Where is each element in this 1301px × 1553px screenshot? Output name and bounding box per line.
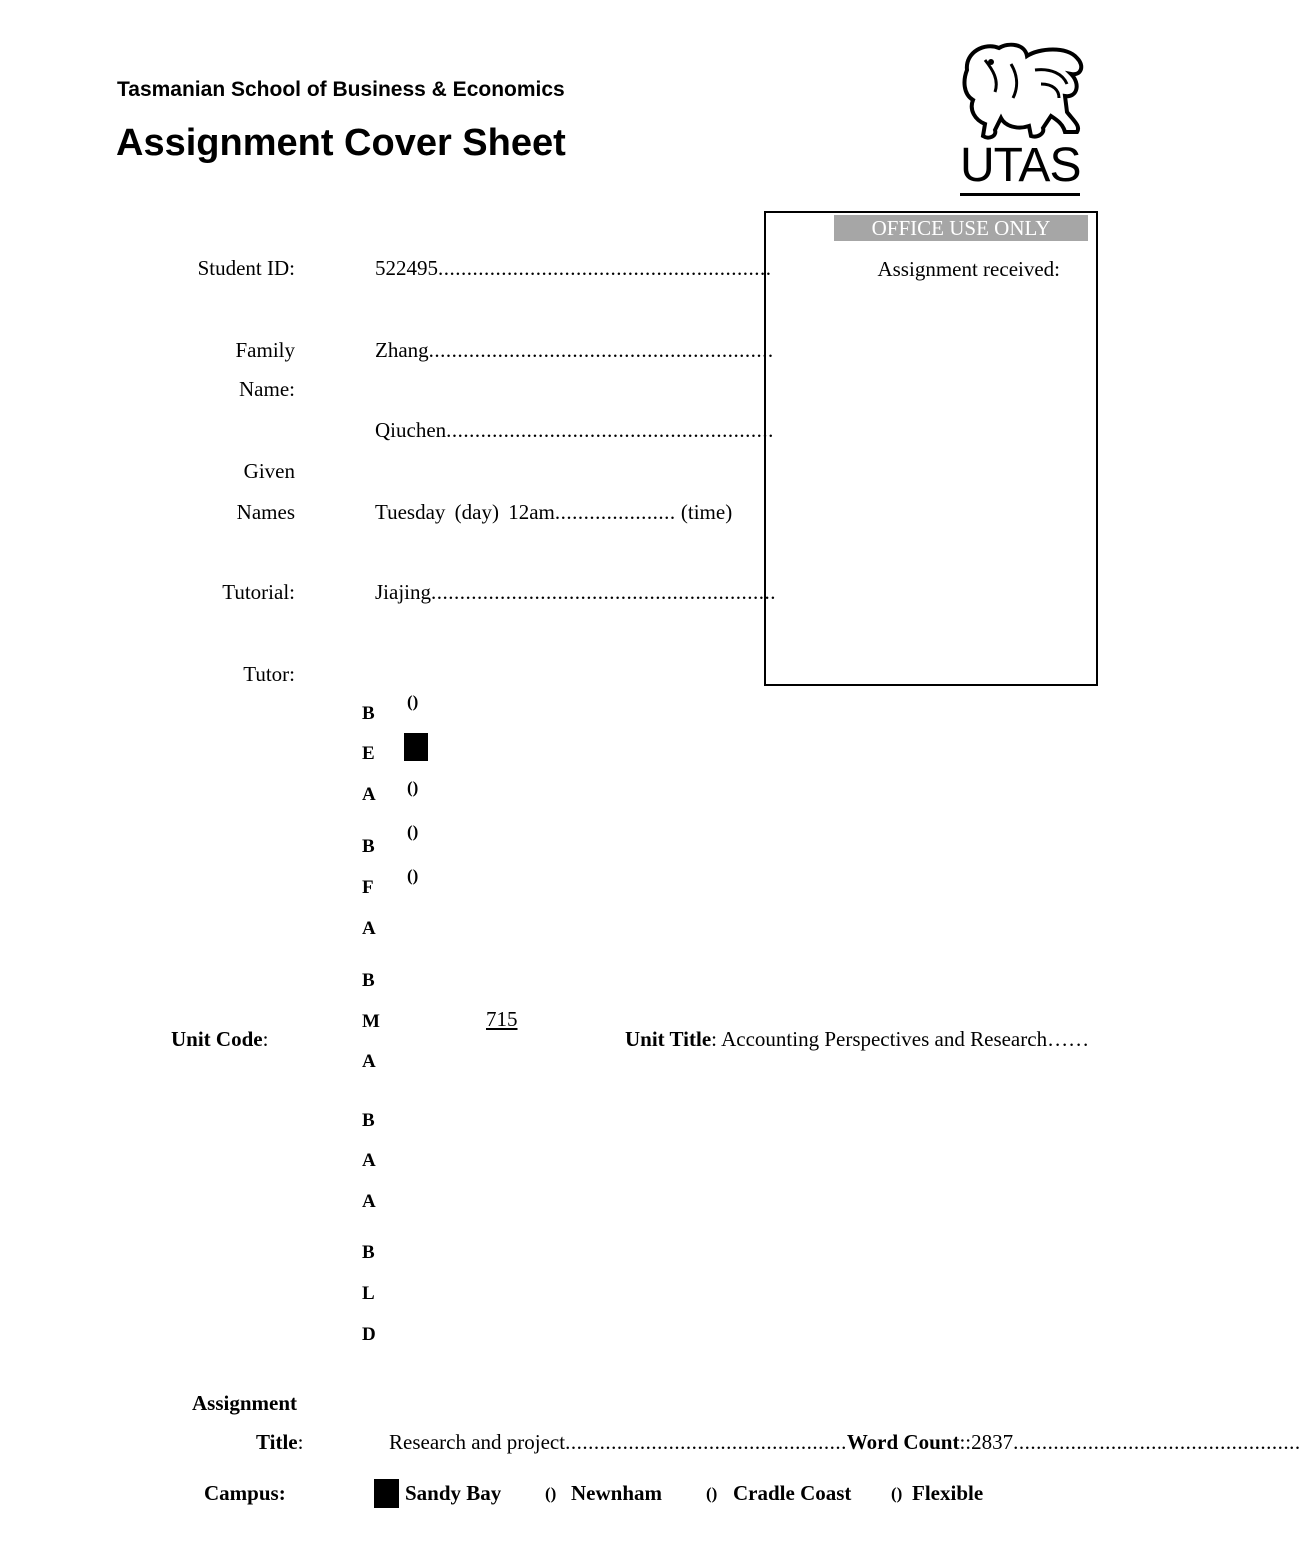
programme-radio-4[interactable]: () [407, 822, 419, 841]
unit-title-colon: : [711, 1027, 717, 1051]
programme-letter: B [362, 970, 375, 991]
programme-radio-5[interactable]: () [407, 866, 419, 885]
programme-letter: A [362, 1191, 376, 1212]
campus-option-cradle-coast[interactable]: Cradle Coast [733, 1481, 852, 1505]
programme-letter: L [362, 1283, 375, 1304]
family-name-field[interactable]: Zhang............................................................ [375, 338, 774, 362]
unit-code-colon: : [262, 1027, 269, 1051]
campus-option-newnham[interactable]: Newnham [571, 1481, 663, 1505]
office-use-heading: OFFICE USE ONLY [834, 215, 1088, 241]
programme-checkbox-selected[interactable] [404, 733, 428, 761]
word-count-label: Word Count [846, 1430, 960, 1454]
given-names-field[interactable]: Qiuchen......................................................... [375, 418, 774, 442]
campus-option-flexible[interactable]: Flexible [912, 1481, 984, 1505]
family-name-label-1: Family [235, 338, 295, 362]
office-use-box [764, 211, 1098, 686]
campus-radio-cradle-coast[interactable]: () [706, 1484, 718, 1503]
unit-code-label-text: Unit Code [171, 1027, 263, 1051]
programme-letter: B [362, 1110, 375, 1131]
campus-radio-newnham[interactable]: () [545, 1484, 557, 1503]
utas-wordmark: UTAS [960, 140, 1080, 196]
tutorial-time-suffix: (time) [680, 500, 733, 524]
assignment-title-label: Title [256, 1430, 298, 1454]
campus-label: Campus: [204, 1481, 286, 1505]
unit-code-number[interactable]: 715 [486, 1007, 518, 1031]
tutor-label: Tutor: [243, 662, 295, 686]
unit-code-label [171, 1027, 268, 1052]
programme-radio-1[interactable]: () [407, 692, 419, 711]
student-id-field[interactable]: 522495.......................................................... [375, 256, 772, 280]
page-title: Assignment Cover Sheet [116, 122, 566, 164]
programme-letter: A [362, 784, 376, 805]
programme-letter: M [362, 1011, 380, 1032]
word-count-value: 2837 [971, 1430, 1014, 1454]
unit-title-label: Unit Title [625, 1027, 712, 1051]
tutorial-day: Tuesday [375, 500, 446, 524]
assignment-received-label: Assignment received: [877, 257, 1060, 281]
campus-radio-flexible[interactable]: () [891, 1484, 903, 1503]
programme-letter: D [362, 1324, 376, 1345]
school-name: Tasmanian School of Business & Economics [117, 78, 565, 101]
student-id-value: 522495 [375, 256, 438, 280]
programme-letter: A [362, 1150, 376, 1171]
assignment-title-field[interactable]: Research and project.................................................Word Count::2837.................................................. [389, 1430, 1301, 1454]
assignment-title-colon: : [297, 1430, 304, 1454]
programme-letter: B [362, 703, 375, 724]
student-id-label: Student ID: [197, 256, 295, 280]
assignment-label-2 [256, 1430, 303, 1455]
campus-checkbox-sandy-bay[interactable] [374, 1479, 399, 1508]
tutorial-day-suffix: (day) [454, 500, 499, 524]
unit-title-trail: …… [1047, 1027, 1090, 1051]
programme-letter: A [362, 1051, 376, 1072]
given-names-label-1: Given [243, 459, 295, 483]
assignment-title-value: Research and project [389, 1430, 566, 1454]
family-name-value: Zhang [375, 338, 429, 362]
programme-letter: E [362, 743, 375, 764]
campus-option-sandy-bay[interactable]: Sandy Bay [405, 1481, 502, 1505]
unit-title-field[interactable] [625, 1027, 1089, 1052]
assignment-label-1: Assignment [192, 1391, 298, 1415]
lion-emblem-icon [955, 40, 1090, 150]
unit-title-value: Accounting Perspectives and Research [721, 1027, 1048, 1051]
tutor-field[interactable]: Jiajing............................................................ [375, 580, 776, 604]
programme-letter: B [362, 1242, 375, 1263]
given-names-value: Qiuchen [375, 418, 447, 442]
programme-radio-3[interactable]: () [407, 778, 419, 797]
family-name-label-2: Name: [239, 377, 295, 401]
programme-letter: A [362, 918, 376, 939]
tutor-value: Jiajing [375, 580, 431, 604]
tutorial-label: Tutorial: [222, 580, 295, 604]
programme-letter: B [362, 836, 375, 857]
tutorial-time: 12am [508, 500, 555, 524]
programme-letter: F [362, 877, 374, 898]
utas-logo [955, 40, 1090, 200]
given-names-label-2: Names [236, 500, 295, 524]
tutorial-field[interactable]: Tuesday (day) 12am..................... (time) [375, 500, 733, 524]
